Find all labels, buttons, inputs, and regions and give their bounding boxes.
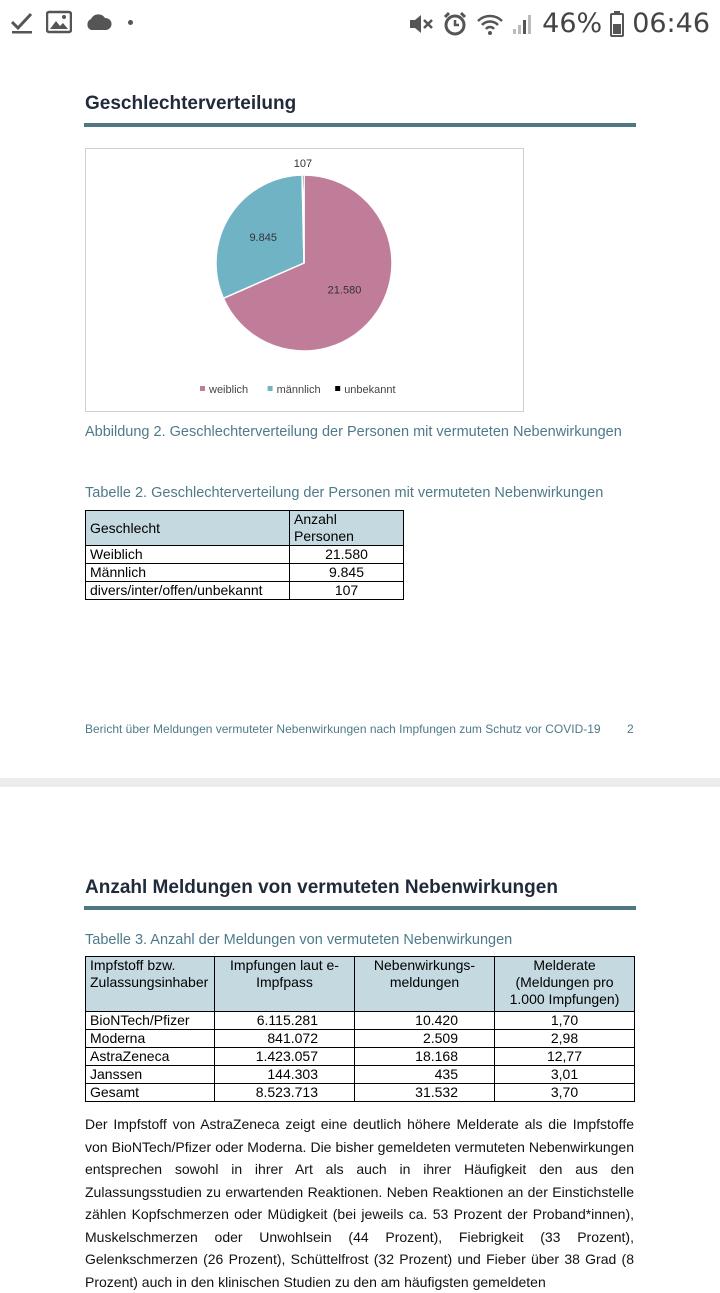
table-row <box>86 1012 635 1030</box>
table-cell: 10.420 <box>355 1012 495 1030</box>
signal-icon <box>512 12 534 36</box>
table-header-cell: Impfungen laut e-Impfpass <box>215 957 355 1012</box>
table-cell: divers/inter/offen/unbekannt <box>86 582 290 600</box>
body-paragraph: Der Impfstoff von AstraZeneca zeigt eine deutlich höhere Melderate als die Impfstoffe von BioNTech/Pfizer oder Moderna. Die bisher gemeldeten vermuteten Nebenwirkungen entsprechen sowohl in ihrer Art als auch in ihrer Häufigkeit den aus den Zulassungsstudien zu erwartenden Reaktionen. Neben Reaktionen an der Einstichstelle zählen Kopfschmerzen oder Müdigkeit (bei jeweils ca. 53 Prozent der Proband*innen), Muskelschmerzen oder Unwohlsein (44 Prozent), Fiebrigkeit (33 Prozent), Gelenkschmerzen (26 Prozent), Schüttelfrost (32 Prozent) und Fieber über 38 Grad (8 Prozent) auch in den klinischen Studien zu den am häufigsten gemeldeten <box>85 1116 634 1290</box>
table-cell: 841.072 <box>215 1030 355 1048</box>
table-cell: 1,70 <box>495 1012 635 1030</box>
table-cell: 9.845 <box>290 564 404 582</box>
table-cell: BioNTech/Pfizer <box>86 1012 215 1030</box>
legend-swatch <box>268 386 273 391</box>
table-row <box>86 546 404 564</box>
table-cell: 31.532 <box>355 1084 495 1102</box>
table-cell: 1.423.057 <box>215 1048 355 1066</box>
table-row <box>86 1066 635 1084</box>
table-header-cell: Geschlecht <box>86 511 290 546</box>
image-icon <box>46 10 72 34</box>
table-header-row <box>86 511 404 546</box>
status-bar <box>0 0 720 50</box>
cloud-icon <box>84 12 112 32</box>
data-label: 9.845 <box>249 231 277 244</box>
figure-caption: Abbildung 2. Geschlechterverteilung der Personen mit vermuteten Nebenwirkungen <box>85 424 622 440</box>
table-row <box>86 1030 635 1048</box>
table-cell: 21.580 <box>290 546 404 564</box>
table-header-row <box>86 957 635 1012</box>
table-caption: Tabelle 2. Geschlechterverteilung der Personen mit vermuteten Nebenwirkungen <box>85 485 604 501</box>
checkmark-icon <box>10 10 34 34</box>
heading-rule <box>84 906 636 910</box>
page-number: 2 <box>627 722 634 736</box>
data-label: 107 <box>293 158 313 171</box>
table-cell: 435 <box>355 1066 495 1084</box>
table-cell: 144.303 <box>215 1066 355 1084</box>
legend-swatch <box>335 386 340 391</box>
table-cell: 12,77 <box>495 1048 635 1066</box>
table-cell: Weiblich <box>86 546 290 564</box>
page-footer: Bericht über Meldungen vermuteter Nebenwirkungen nach Impfungen zum Schutz vor COVID-19 <box>85 722 601 736</box>
table-header-cell: Nebenwirkungs-meldungen <box>355 957 495 1012</box>
mute-icon <box>408 12 434 36</box>
vaccine-table <box>85 956 635 1102</box>
table-cell: 2.509 <box>355 1030 495 1048</box>
table-cell: 3,70 <box>495 1084 635 1102</box>
pie-chart-svg <box>86 149 523 411</box>
table-cell: 3,01 <box>495 1066 635 1084</box>
data-label: 21.580 <box>327 284 362 297</box>
legend-label: männlich <box>276 384 321 396</box>
table-row <box>86 1084 635 1102</box>
legend-label: unbekannt <box>344 384 396 396</box>
table-cell: AstraZeneca <box>86 1048 215 1066</box>
dot-icon <box>128 20 133 25</box>
table-row <box>86 564 404 582</box>
table-caption: Tabelle 3. Anzahl der Meldungen von vermuteten Nebenwirkungen <box>85 932 513 948</box>
table-cell: 18.168 <box>355 1048 495 1066</box>
table-cell: Moderna <box>86 1030 215 1048</box>
section-heading: Geschlechterverteilung <box>85 93 297 114</box>
battery-percent: 46% <box>542 8 603 39</box>
gender-table <box>85 510 404 600</box>
table-header-cell: Melderate (Meldungen pro 1.000 Impfungen) <box>495 957 635 1012</box>
table-cell: 8.523.713 <box>215 1084 355 1102</box>
battery-icon <box>610 11 624 37</box>
table-header-cell: Anzahl Personen <box>290 511 404 546</box>
alarm-icon <box>442 11 468 37</box>
table-header-cell: Impfstoff bzw. Zulassungsinhaber <box>86 957 215 1012</box>
section-heading: Anzahl Meldungen von vermuteten Nebenwirkungen <box>85 877 558 898</box>
clock: 06:46 <box>632 8 710 39</box>
pie-chart <box>85 148 524 412</box>
legend-swatch <box>200 386 205 391</box>
table-cell: Männlich <box>86 564 290 582</box>
heading-rule <box>84 123 636 127</box>
table-cell: Janssen <box>86 1066 215 1084</box>
table-cell: 6.115.281 <box>215 1012 355 1030</box>
table-row <box>86 582 404 600</box>
table-cell: 107 <box>290 582 404 600</box>
page-divider <box>0 778 720 787</box>
table-cell: Gesamt <box>86 1084 215 1102</box>
legend-label: weiblich <box>209 384 249 396</box>
wifi-icon <box>476 12 504 36</box>
table-row <box>86 1048 635 1066</box>
table-cell: 2,98 <box>495 1030 635 1048</box>
